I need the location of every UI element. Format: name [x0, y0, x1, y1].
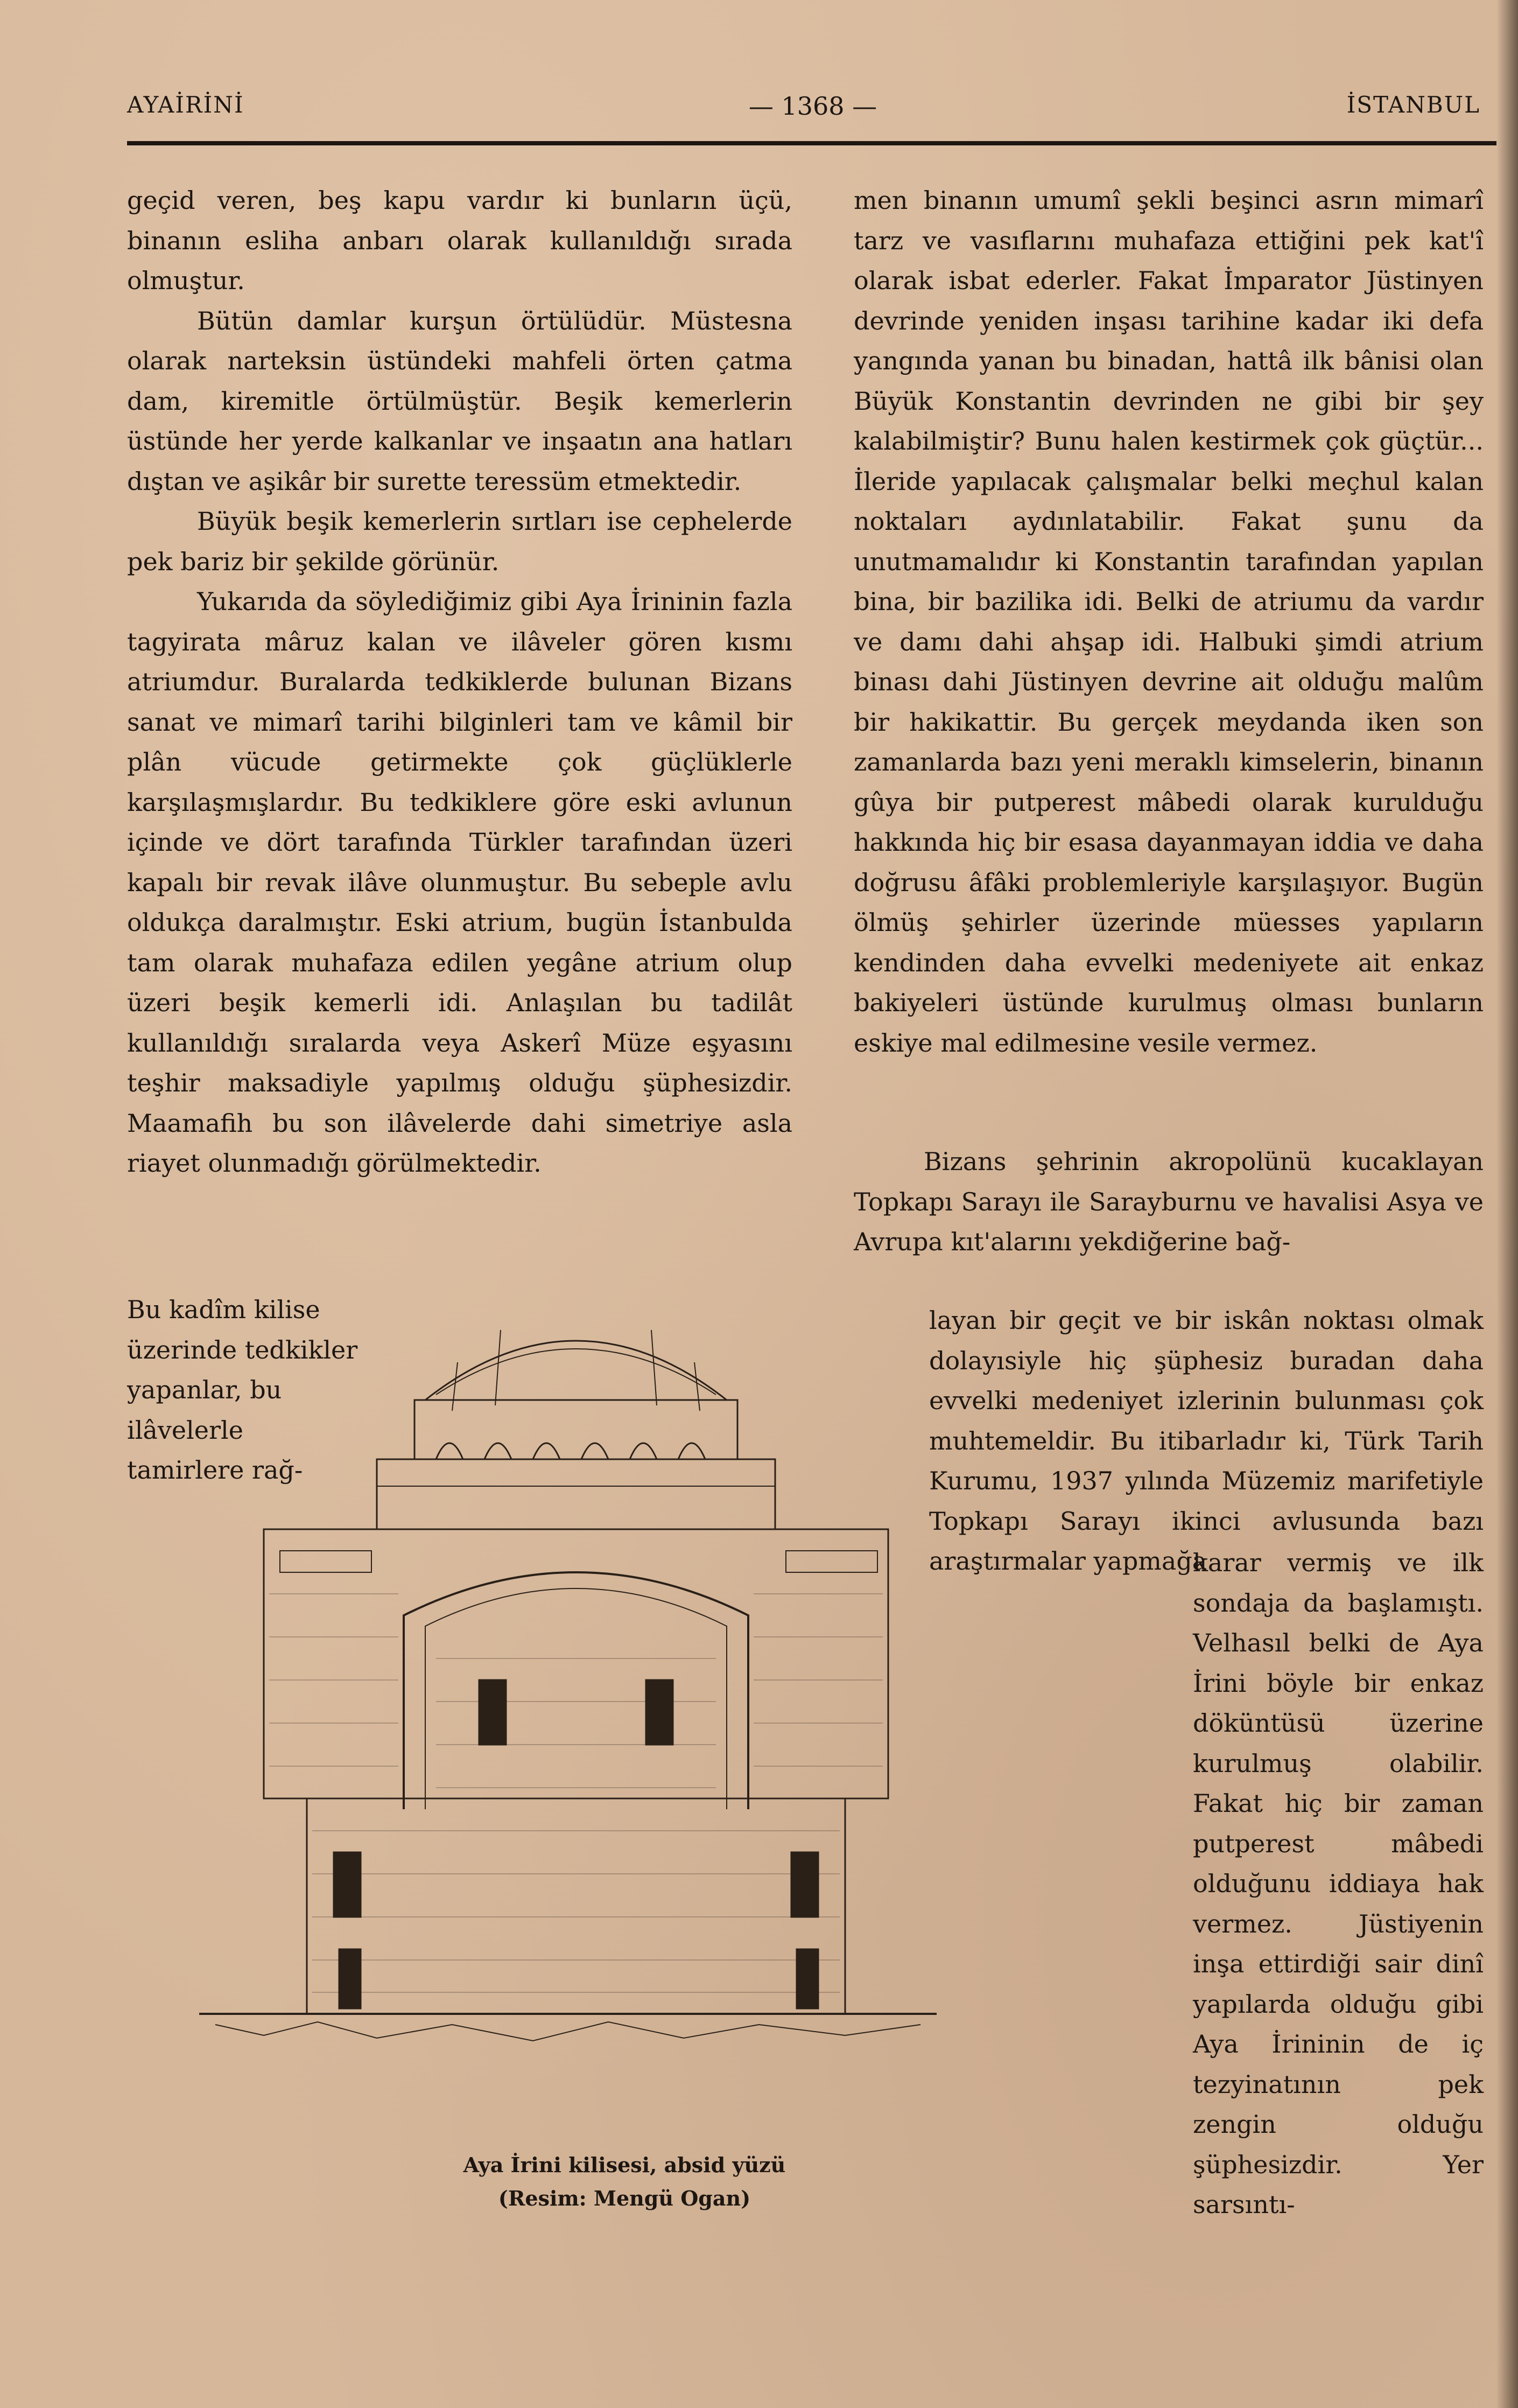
right-column — [854, 180, 1484, 1063]
page-edge-shadow — [1496, 0, 1518, 2408]
paragraph: Yukarıda da söylediğimiz gibi Aya İrininin fazla tagyirata mâruz kalan ve ilâveler gören kısmı atriumdur. Buralarda tedkiklerde bulunan Bizans sanat ve mimarî tarihi bilginleri tam ve kâmil bir plân vücude getirmekte çok güçlüklerle karşılaşmışlardır. Bu tedkiklere göre eski avlunun içinde ve dört tarafında Türkler tarafından üzeri kapalı bir revak ilâve olunmuştur. Bu sebeple avlu oldukça daralmıştır. Eski atrium, bugün İstanbulda tam olarak muhafaza edilen yegâne atrium olup üzeri beşik kemerli idi. Anlaşılan bu tadilât kullanıldığı sıralarda veya Askerî Müze eşyasını teşhir maksadiyle yapılmış olduğu şüphesizdir. Maamafih bu son ilâvelerde dahi simetriye asla riayet olunmadığı görülmektedir. — [127, 587, 792, 1178]
page-number: — 1368 — — [748, 92, 877, 121]
running-head-right: İSTANBUL — [1346, 92, 1480, 118]
apse — [404, 1572, 748, 1809]
drum — [414, 1400, 737, 1459]
paragraph: Bütün damlar kurşun örtülüdür. Müstesna olarak narteksin üstündeki mahfeli örten çatma dam, kiremitle örtülmüştür. Beşik kemerlerin üstünde her yerde kalkanlar ve inşaatın ana hatları dıştan ve aşikâr bir surette teressüm etmektedir. — [127, 306, 792, 496]
paragraph: Bizans şehrinin akropolünü kucaklayan Topkapı Sarayı ile Sarayburnu ve havalisi Asya ve Avrupa kıt'alarını yekdiğerine bağ- — [854, 1147, 1484, 1256]
dome — [425, 1341, 727, 1400]
running-head-left: AYAİRİNİ — [127, 92, 244, 118]
apse-wall — [264, 1529, 888, 1798]
right-wrap-text-1 — [854, 1142, 1484, 1262]
figure-caption — [377, 2148, 872, 2215]
right-wrap-text-2: layan bir geçit ve bir iskân noktası olmak dolayısiyle hiç şüphesiz buradan daha evvelki medeniyet izlerinin bulunması çok muhtemeldir. Bu itibarladır ki, Türk Tarih Kurumu, 1937 yılında Müzemiz marifetiyle Topkapı Sarayı ikinci avlusunda bazı araştırmalar yapmağa — [929, 1306, 1484, 1576]
left-wrap-text: Bu kadîm kilise üzerinde tedkikler yapanlar, bu ilâvelerle tamirlere rağ- — [127, 1295, 358, 1485]
header-rule — [127, 141, 1496, 145]
right-wrap-text-3: karar vermiş ve ilk sondaja da başlamıştı. Velhasıl belki de Aya İrini böyle bir enkaz döküntüsü üzerine kurulmuş olabilir. Fakat hiç bir zaman putperest mâbedi olduğunu iddiaya hak vermez. Jüstiyenin inşa ettirdiği sair dinî yapılarda olduğu gibi Aya İrininin de iç tezyinatının pek zengin olduğu şüphesizdir. Yer sarsıntı- — [1193, 1548, 1484, 2219]
paragraph: Büyük beşik kemerlerin sırtları ise cephelerde pek bariz bir şekilde görünür. — [127, 507, 792, 576]
paragraph: men binanın umumî şekli beşinci asrın mimarî tarz ve vasıflarını muhafaza ettiğini pek kat'î olarak isbat ederler. Fakat İmparator Jüstinyen devrinde yeniden inşası tarihine kadar iki defa yangında yanan bu binadan, hattâ ilk bânisi olan Büyük Konstantin devrinden ne gibi bir şey kalabilmiştir? Bunu halen kestirmek çok güçtür... İleride yapılacak çalışmalar belki meçhul kalan noktaları aydınlatabilir. Fakat şunu da unutmamalıdır ki Konstantin tarafından yapılan bina, bir bazilika idi. Belki de atriumu da vardır ve damı dahi ahşap idi. Halbuki şimdi atrium binası dahi Jüstinyen devrine ait olduğu malûm bir hakikattir. Bu gerçek meydanda iken son zamanlarda bazı yeni meraklı kimselerin, binanın gûya bir putperest mâbedi olarak kurulduğu hakkında hiç bir esasa dayanmayan iddia ve daha doğrusu âfâki problemleriyle karşılaşıyor. Bugün ölmüş şehirler üzerinde müesses yapıların kendinden daha evvelki medeniyete ait enkaz bakiyeleri üstünde kurulmuş olması bunların eskiye mal edilmesine vesile vermez. — [854, 186, 1484, 1058]
left-column — [127, 180, 792, 1184]
caption-title: Aya İrini kilisesi, absid yüzü — [463, 2153, 786, 2177]
church-drawing — [199, 1271, 937, 2132]
paragraph: geçid veren, beş kapu vardır ki bunların üçü, binanın esliha anbarı olarak kullanıldığı sırada olmuştur. — [127, 186, 792, 295]
caption-credit: (Resim: Mengü Ogan) — [498, 2186, 751, 2210]
